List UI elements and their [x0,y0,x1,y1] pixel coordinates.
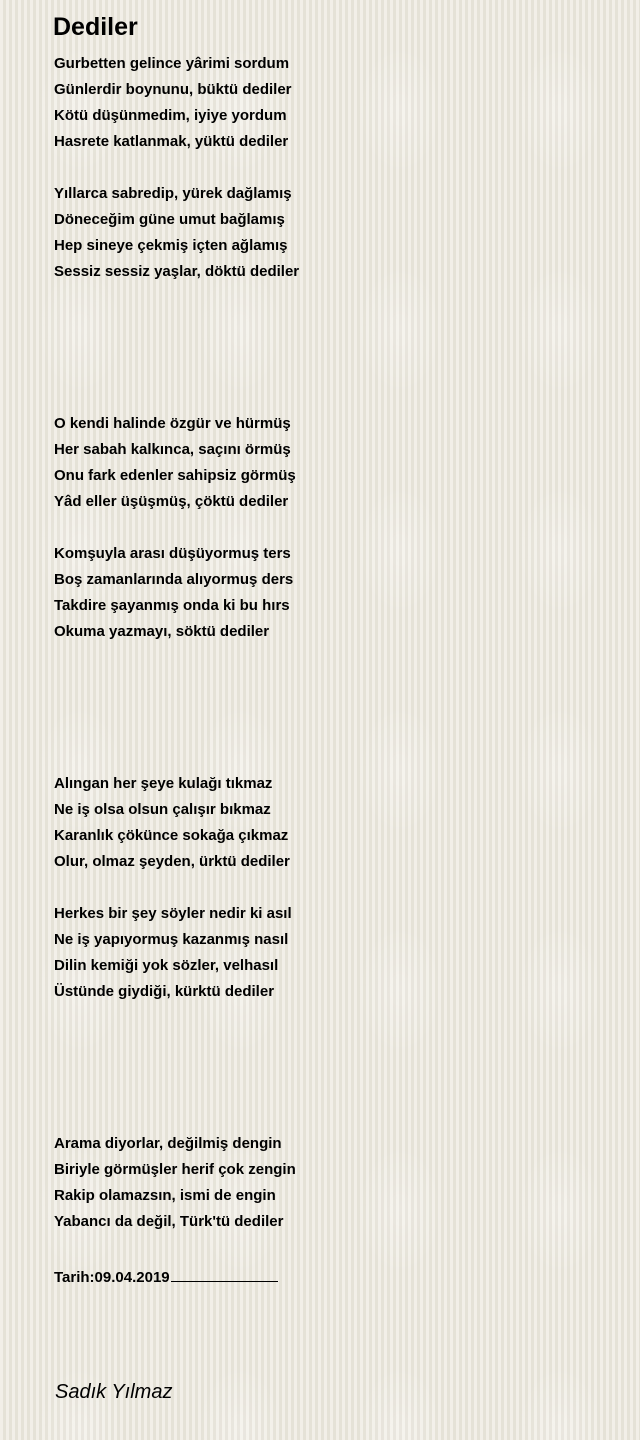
poem-line: Alıngan her şeye kulağı tıkmaz [54,775,273,792]
poem-line: Dilin kemiği yok sözler, velhasıl [54,957,279,974]
poem-line: Herkes bir şey söyler nedir ki asıl [54,905,292,922]
poem-line: Olur, olmaz şeyden, ürktü dediler [54,853,290,870]
poem-line: Ne iş olsa olsun çalışır bıkmaz [54,801,271,818]
poem-line: Karanlık çökünce sokağa çıkmaz [54,827,289,844]
date-underline [171,1266,278,1282]
poem-line: Biriyle görmüşler herif çok zengin [54,1161,296,1178]
poem-line: Yıllarca sabredip, yürek dağlamış [54,185,292,202]
poem-title: Dediler [53,13,138,41]
poem-line: Arama diyorlar, değilmiş dengin [54,1135,282,1152]
poem-line: Rakip olamazsın, ismi de engin [54,1187,276,1204]
poem-line: Gurbetten gelince yârimi sordum [54,55,290,72]
poem-line: O kendi halinde özgür ve hürmüş [54,415,291,432]
poem-date [54,1266,278,1287]
poem-line: Takdire şayanmış onda ki bu hırs [54,597,290,614]
poem-line: Ne iş yapıyormuş kazanmış nasıl [54,931,289,948]
poem-line: Onu fark edenler sahipsiz görmüş [54,467,296,484]
poem-line: Döneceğim güne umut bağlamış [54,211,285,228]
poem-line: Kötü düşünmedim, iyiye yordum [54,107,287,124]
poem-line: Sessiz sessiz yaşlar, döktü dediler [54,263,300,280]
poem-line: Komşuyla arası düşüyormuş ters [54,545,291,562]
poem-date-text: Tarih:09.04.2019 [54,1269,170,1286]
poem-line: Her sabah kalkınca, saçını örmüş [54,441,291,458]
poem-line: Boş zamanlarında alıyormuş ders [54,571,294,588]
poem-line: Yâd eller üşüşmüş, çöktü dediler [54,493,289,510]
poem-author[interactable]: Sadık Yılmaz [55,1381,173,1403]
poem-line: Günlerdir boynunu, büktü dediler [54,81,292,98]
poem-line: Hasrete katlanmak, yüktü dediler [54,133,289,150]
poem-line: Üstünde giydiği, kürktü dediler [54,983,275,1000]
poem-line: Hep sineye çekmiş içten ağlamış [54,237,288,254]
poem-line: Okuma yazmayı, söktü dediler [54,623,270,640]
poem-line: Yabancı da değil, Türk'tü dediler [54,1213,284,1230]
